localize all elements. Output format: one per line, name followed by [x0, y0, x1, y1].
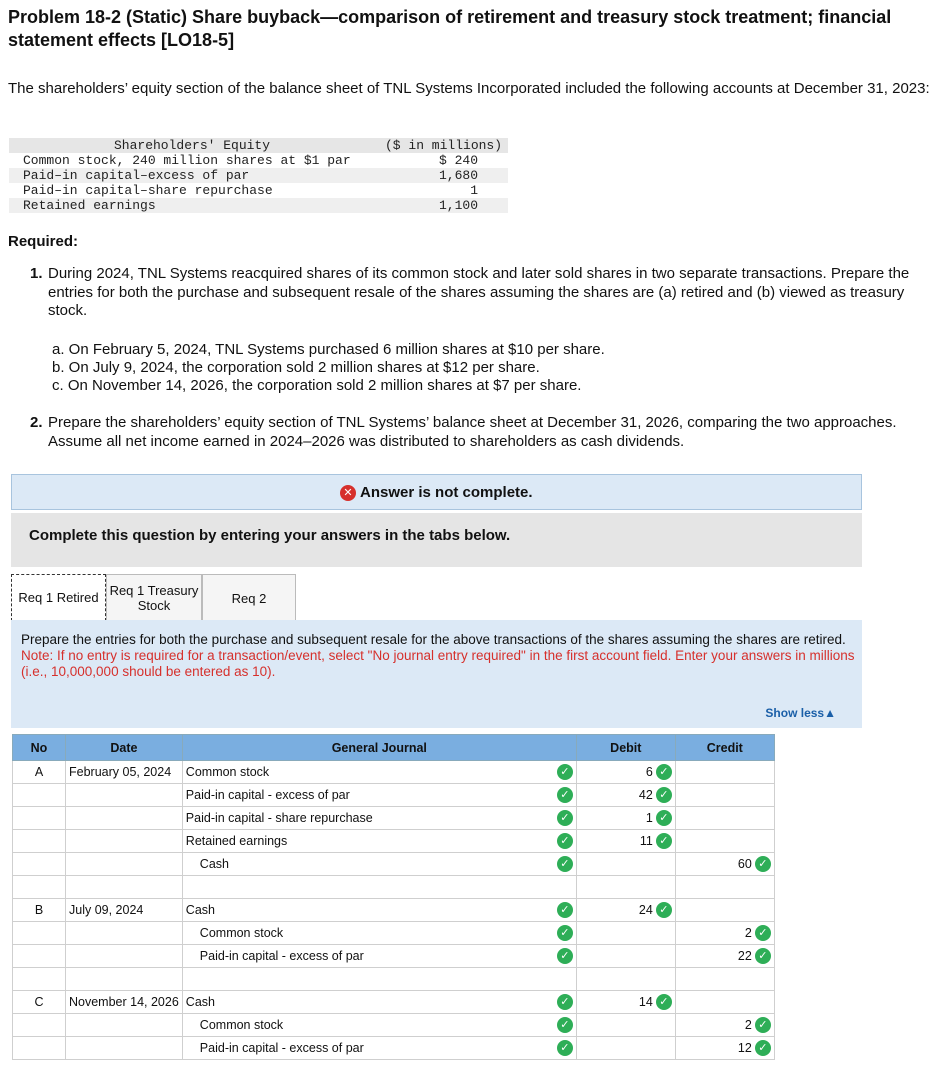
account-field[interactable]: [182, 1037, 576, 1060]
account-field[interactable]: [182, 853, 576, 876]
col-account: General Journal: [182, 735, 576, 761]
journal-row: [13, 876, 775, 899]
debit-field[interactable]: [576, 1037, 675, 1060]
tab-label: Req 2: [231, 590, 267, 606]
credit-field-value: 2: [744, 926, 752, 940]
check-icon: ✓: [557, 1040, 573, 1056]
journal-header-row: [13, 735, 775, 761]
equity-header-row: [9, 138, 508, 153]
credit-field[interactable]: [675, 830, 774, 853]
debit-field[interactable]: [576, 899, 675, 922]
instructions-note: Note: If no entry is required for a transaction/event, select "No journal entry required" in the first account field. Enter your answers in millions (i.e., 10,000,000 should be entered as 10).: [21, 648, 855, 679]
check-icon: ✓: [755, 948, 771, 964]
debit-field[interactable]: [576, 876, 675, 899]
entry-no: A: [13, 761, 66, 784]
check-icon: ✓: [755, 1040, 771, 1056]
check-icon: ✓: [557, 787, 573, 803]
error-x-icon: ✕: [340, 485, 356, 501]
debit-field-value: 14: [638, 995, 653, 1009]
entry-no: [13, 1037, 66, 1060]
debit-field[interactable]: [576, 830, 675, 853]
requirement-1-text: During 2024, TNL Systems reacquired shares of its common stock and later sold shares in two separate transactions. Prepare the entries for both the purchase and subsequent resale of the shares assuming the shares are (a) retired and (b) viewed as treasury stock.: [48, 265, 910, 319]
answer-status: [340, 484, 533, 501]
check-icon: ✓: [656, 902, 672, 918]
account-field[interactable]: [182, 807, 576, 830]
debit-field[interactable]: [576, 922, 675, 945]
entry-date[interactable]: [66, 968, 183, 991]
journal-row: [13, 1014, 775, 1037]
debit-field[interactable]: [576, 968, 675, 991]
problem-title: Problem 18-2 (Static) Share buyback—comparison of retirement and treasury stock treatment; financial statement effects [LO18-5]: [8, 7, 892, 50]
required-heading: Required:: [8, 233, 79, 250]
credit-field-value: 22: [737, 949, 752, 963]
tab-label: Req 1 Retired: [18, 590, 99, 605]
credit-field[interactable]: [675, 968, 774, 991]
equity-table: [9, 138, 508, 213]
account-name: Paid-in capital - share repurchase: [185, 811, 373, 825]
equity-value: $ 240: [438, 153, 478, 168]
complete-banner: [11, 513, 862, 567]
credit-field[interactable]: [675, 853, 774, 876]
entry-no: [13, 853, 66, 876]
tab-label: Req 1 Treasury: [109, 583, 199, 598]
instructions-main: Prepare the entries for both the purchase and subsequent resale for the above transactions of the shares assuming the shares are retired.: [21, 632, 846, 647]
equity-label: Paid–in capital–excess of par: [23, 168, 250, 183]
equity-row: [9, 168, 508, 183]
check-icon: ✓: [755, 925, 771, 941]
check-icon: ✓: [557, 994, 573, 1010]
col-credit: Credit: [675, 735, 774, 761]
journal-row: [13, 784, 775, 807]
check-icon: ✓: [656, 994, 672, 1010]
equity-value: 1,100: [438, 198, 478, 213]
entry-date[interactable]: [66, 1014, 183, 1037]
entry-date[interactable]: [66, 784, 183, 807]
requirement-1: [30, 265, 935, 321]
journal-row: [13, 1037, 775, 1060]
equity-label: Common stock, 240 million shares at $1 par: [23, 153, 351, 168]
entry-date[interactable]: [66, 853, 183, 876]
account-field[interactable]: [182, 968, 576, 991]
credit-field-value: 60: [737, 857, 752, 871]
equity-row: [9, 183, 508, 198]
check-icon: ✓: [656, 787, 672, 803]
credit-field[interactable]: [675, 991, 774, 1014]
credit-field[interactable]: [675, 1037, 774, 1060]
tab-req1-retired[interactable]: [11, 574, 106, 621]
entry-no: [13, 807, 66, 830]
transaction-item: b. On July 9, 2024, the corporation sold 2 million shares at $12 per share.: [52, 359, 540, 376]
check-icon: ✓: [557, 810, 573, 826]
check-icon: ✓: [557, 948, 573, 964]
credit-field[interactable]: [675, 922, 774, 945]
account-name: Retained earnings: [185, 834, 288, 848]
equity-heading: Shareholders' Equity: [114, 138, 271, 153]
account-name: Cash: [185, 995, 215, 1009]
equity-value: 1,680: [438, 168, 478, 183]
check-icon: ✓: [656, 810, 672, 826]
account-name: Paid-in capital - excess of par: [185, 788, 350, 802]
journal-row: [13, 761, 775, 784]
entry-no: [13, 1014, 66, 1037]
entry-date[interactable]: [66, 807, 183, 830]
check-icon: ✓: [557, 1017, 573, 1033]
credit-field[interactable]: [675, 784, 774, 807]
transaction-item: a. On February 5, 2024, TNL Systems purchased 6 million shares at $10 per share.: [52, 341, 605, 358]
requirement-2-number: 2.: [30, 414, 43, 431]
debit-field-value: 11: [639, 834, 653, 848]
check-icon: ✓: [557, 856, 573, 872]
credit-field[interactable]: [675, 761, 774, 784]
debit-field-value: 1: [645, 811, 653, 825]
account-name: Paid-in capital - excess of par: [199, 1041, 364, 1055]
transaction-list: [52, 341, 605, 395]
debit-field[interactable]: [576, 761, 675, 784]
entry-no: [13, 876, 66, 899]
equity-label: Paid–in capital–share repurchase: [23, 183, 273, 198]
debit-field[interactable]: [576, 807, 675, 830]
entry-no: [13, 968, 66, 991]
tab-req2[interactable]: [202, 574, 296, 621]
check-icon: ✓: [557, 925, 573, 941]
debit-field[interactable]: [576, 1014, 675, 1037]
account-field[interactable]: [182, 1014, 576, 1037]
requirement-2-text: Prepare the shareholders’ equity section of TNL Systems’ balance sheet at December 31, 2026, comparing the two approaches. Assume all net income earned in 2024–2026 was distributed to shareholders as cash dividends.: [48, 414, 897, 450]
entry-no: [13, 830, 66, 853]
tab-req1-treasury[interactable]: [106, 574, 202, 621]
col-debit: Debit: [576, 735, 675, 761]
journal-row: [13, 830, 775, 853]
entry-date[interactable]: November 14, 2026: [66, 991, 183, 1014]
answer-status-banner: [11, 474, 862, 510]
entry-no: B: [13, 899, 66, 922]
equity-row: [9, 198, 508, 213]
answer-status-text: Answer is not complete.: [360, 484, 533, 501]
account-field[interactable]: [182, 945, 576, 968]
instructions-text: [21, 632, 856, 680]
journal-row: [13, 853, 775, 876]
credit-field[interactable]: [675, 945, 774, 968]
credit-field[interactable]: [675, 876, 774, 899]
entry-date[interactable]: February 05, 2024: [66, 761, 183, 784]
account-field[interactable]: [182, 899, 576, 922]
transaction-item: c. On November 14, 2026, the corporation sold 2 million shares at $7 per share.: [52, 377, 582, 394]
equity-label: Retained earnings: [23, 198, 156, 213]
check-icon: ✓: [557, 833, 573, 849]
credit-field[interactable]: [675, 807, 774, 830]
problem-intro: The shareholders’ equity section of the balance sheet of TNL Systems Incorporated included the following accounts at December 31, 2023:: [8, 80, 930, 97]
credit-field[interactable]: [675, 1014, 774, 1037]
account-field[interactable]: [182, 876, 576, 899]
account-field[interactable]: [182, 830, 576, 853]
account-field[interactable]: [182, 784, 576, 807]
debit-field-value: 6: [645, 765, 653, 779]
requirement-1-number: 1.: [30, 265, 43, 282]
entry-no: [13, 945, 66, 968]
entry-date[interactable]: [66, 945, 183, 968]
credit-field[interactable]: [675, 899, 774, 922]
check-icon: ✓: [656, 833, 672, 849]
journal-row: [13, 807, 775, 830]
journal-row: [13, 922, 775, 945]
account-name: Cash: [199, 857, 229, 871]
show-less-link[interactable]: Show less▲: [765, 706, 836, 720]
check-icon: ✓: [557, 764, 573, 780]
equity-value: 1: [470, 183, 478, 198]
check-icon: ✓: [755, 1017, 771, 1033]
tab-label: Stock: [137, 598, 171, 613]
debit-field-value: 24: [638, 903, 653, 917]
account-name: Common stock: [199, 926, 284, 940]
account-field[interactable]: [182, 922, 576, 945]
instructions-panel: [11, 620, 862, 728]
equity-row: [9, 153, 508, 168]
check-icon: ✓: [557, 902, 573, 918]
check-icon: ✓: [755, 856, 771, 872]
credit-field-value: 12: [737, 1041, 752, 1055]
complete-banner-text: Complete this question by entering your answers in the tabs below.: [29, 527, 511, 544]
account-field[interactable]: [182, 761, 576, 784]
entry-no: [13, 922, 66, 945]
requirement-2: [30, 414, 942, 451]
account-field[interactable]: [182, 991, 576, 1014]
debit-field[interactable]: [576, 853, 675, 876]
entry-no: [13, 784, 66, 807]
debit-field-value: 42: [638, 788, 653, 802]
entry-date[interactable]: July 09, 2024: [66, 899, 183, 922]
entry-date[interactable]: [66, 1037, 183, 1060]
equity-unit: ($ in millions): [385, 138, 503, 153]
check-icon: ✓: [656, 764, 672, 780]
debit-field[interactable]: [576, 991, 675, 1014]
entry-date[interactable]: [66, 922, 183, 945]
account-name: Common stock: [199, 1018, 284, 1032]
credit-field-value: 2: [744, 1018, 752, 1032]
entry-date[interactable]: [66, 830, 183, 853]
journal-row: [13, 991, 775, 1014]
col-date: Date: [66, 735, 183, 761]
entry-date[interactable]: [66, 876, 183, 899]
general-journal-table: [12, 734, 775, 1060]
debit-field[interactable]: [576, 784, 675, 807]
account-name: Paid-in capital - excess of par: [199, 949, 364, 963]
debit-field[interactable]: [576, 945, 675, 968]
col-no: No: [13, 735, 66, 761]
entry-no: C: [13, 991, 66, 1014]
journal-row: [13, 945, 775, 968]
account-name: Cash: [185, 903, 215, 917]
account-name: Common stock: [185, 765, 270, 779]
journal-row: [13, 899, 775, 922]
journal-row: [13, 968, 775, 991]
